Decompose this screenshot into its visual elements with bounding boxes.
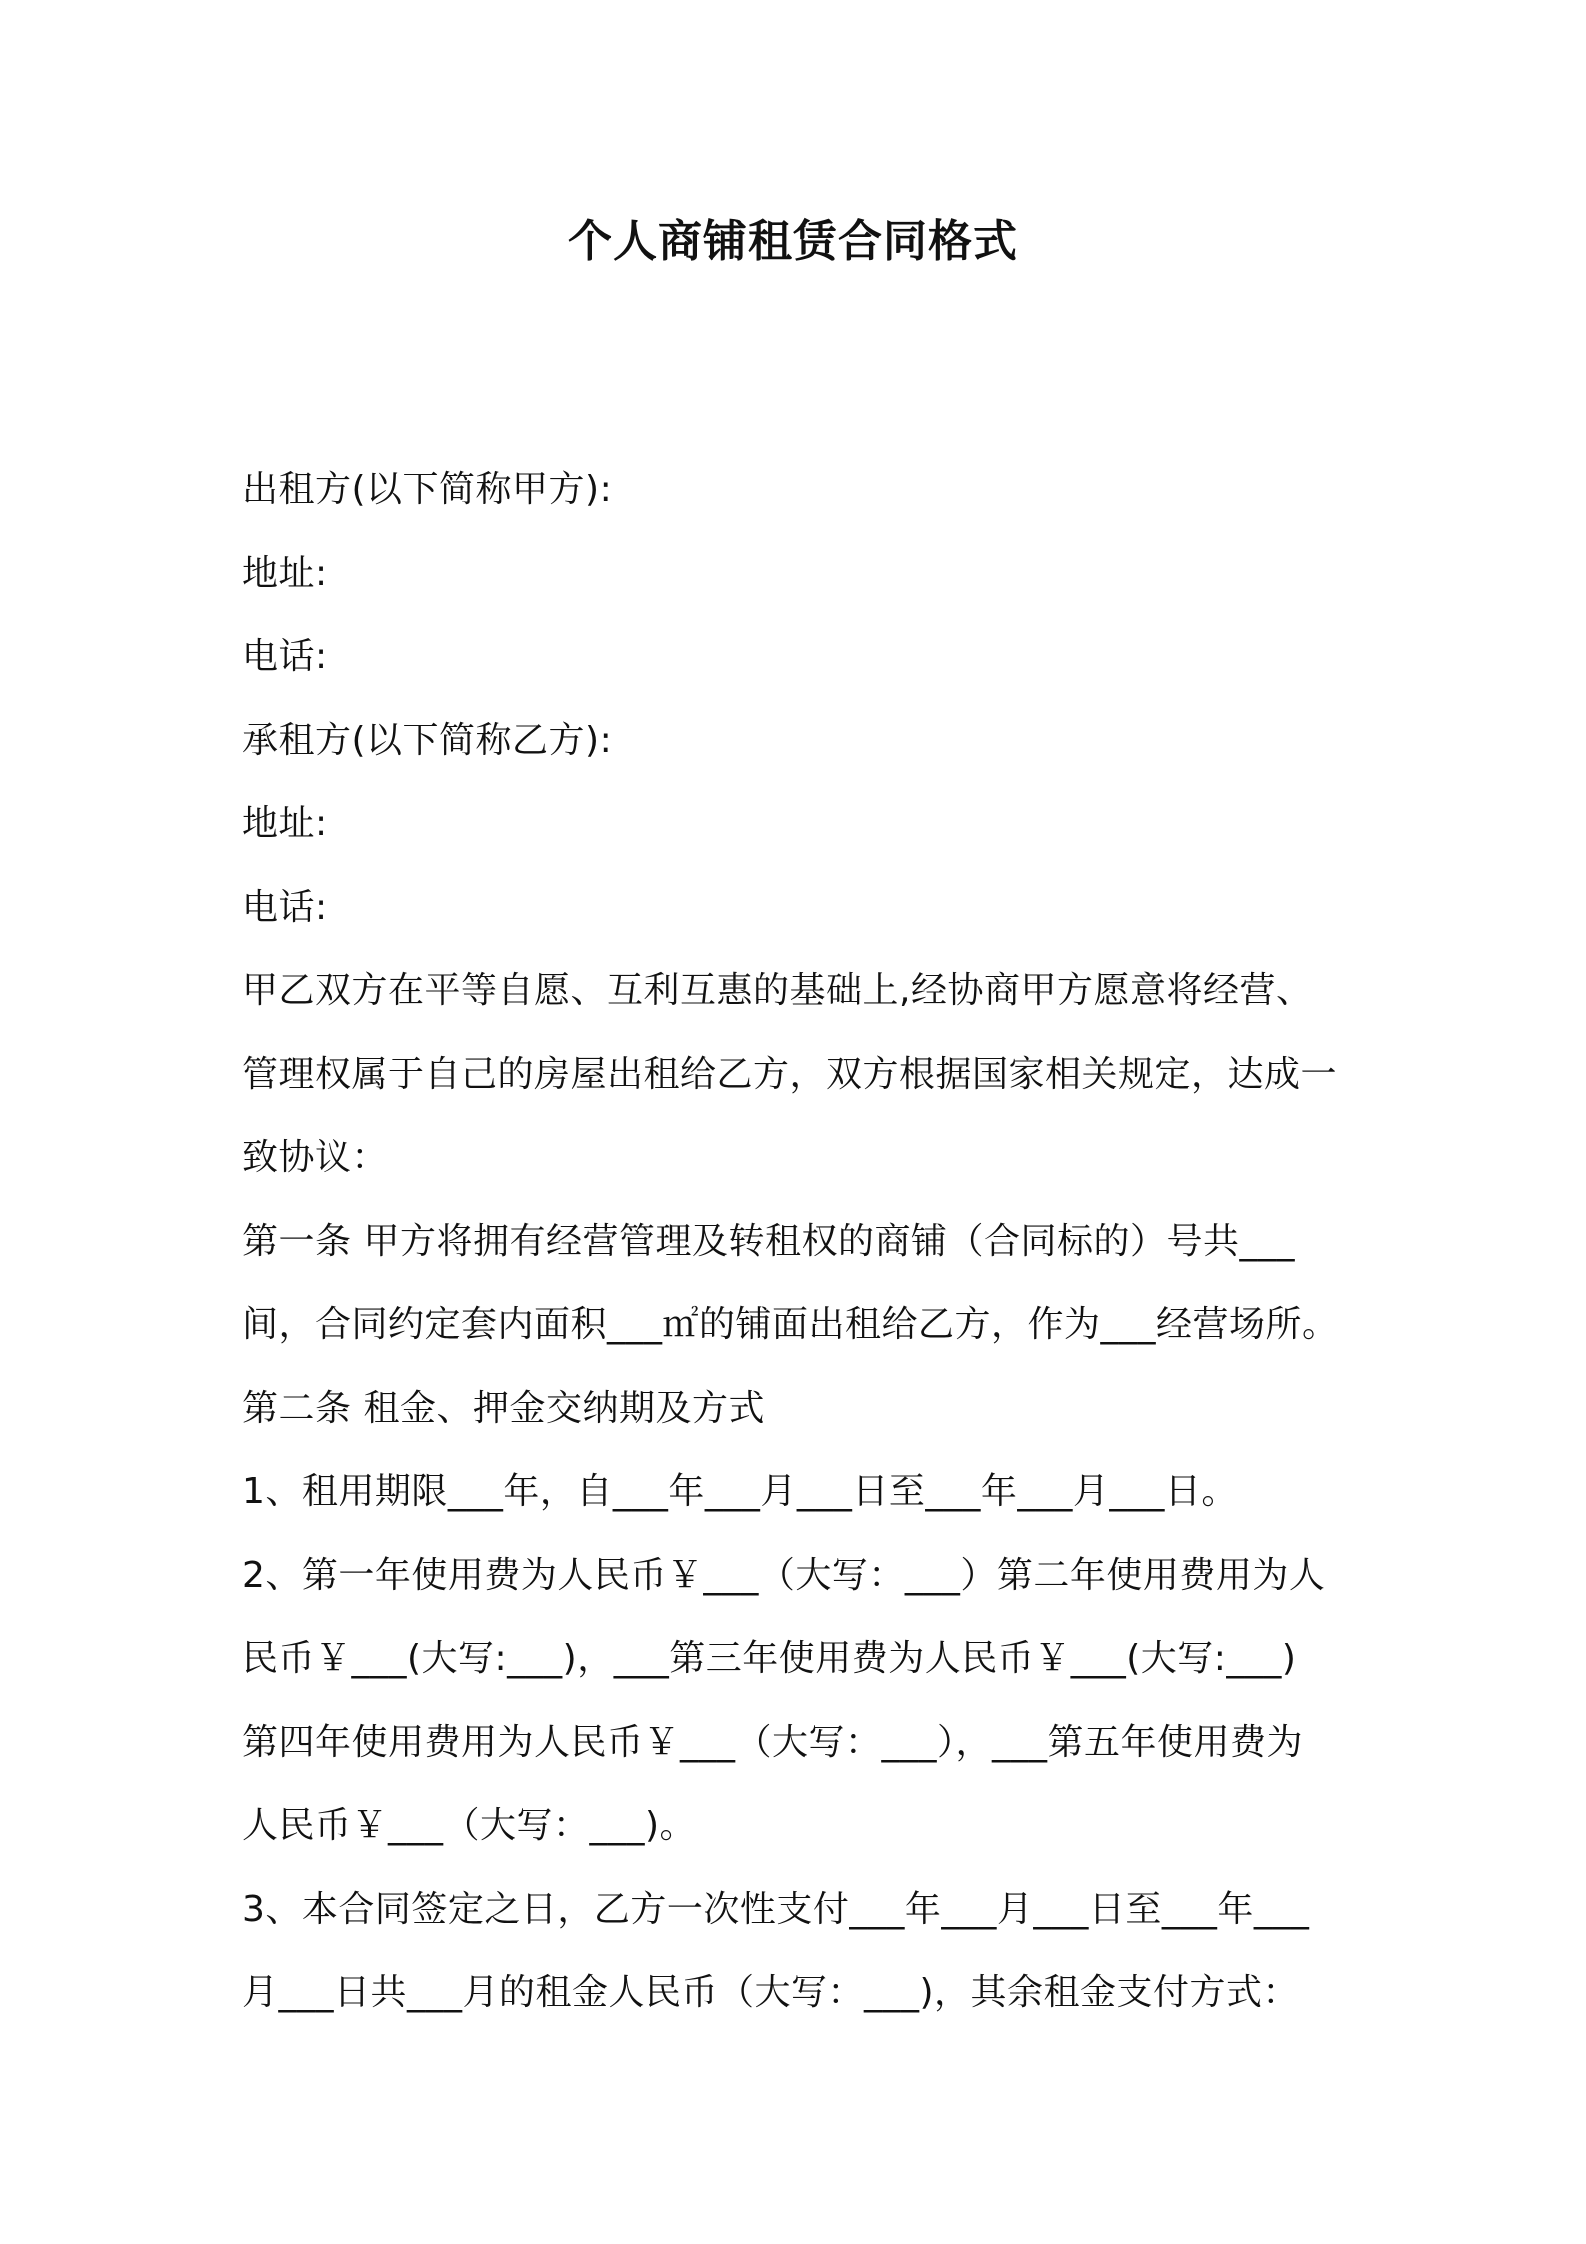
preamble-line: 管理权属于自己的房屋出租给乙方，双方根据国家相关规定，达成一 (242, 1053, 1338, 1095)
clause-line: 第四年使用费用为人民币￥___（大写：___），___第五年使用费为 (242, 1721, 1304, 1763)
lessor-phone-label: 电话: (242, 636, 328, 677)
article-one-line: 间，合同约定套内面积___㎡的铺面出租给乙方，作为___经营场所。 (242, 1304, 1339, 1345)
clause-line: 3、本合同签定之日，乙方一次性支付___年___月___日至___年___ (242, 1888, 1310, 1930)
lessee-phone-label: 电话: (242, 886, 328, 928)
document-title: 个人商铺租赁合同格式 (568, 216, 1018, 267)
clause-line: 人民币￥___（大写：___)。 (242, 1805, 697, 1846)
clause-line: 月___日共___月的租金人民币（大写：___)，其余租金支付方式： (242, 1972, 1300, 2013)
article-two-heading: 第二条 租金、押金交纳期及方式 (242, 1387, 765, 1429)
preamble-line: 甲乙双方在平等自愿、互利互惠的基础上,经协商甲方愿意将经营、 (242, 970, 1313, 1011)
lessor-address-label: 地址: (242, 552, 328, 594)
lessee-label: 承租方(以下简称乙方): (242, 719, 613, 761)
clause-line: 2、第一年使用费为人民币￥___（大写：___）第二年使用费用为人 (242, 1554, 1326, 1596)
preamble-line: 致协议： (242, 1137, 389, 1178)
document-body (242, 448, 1362, 2035)
clause-line: 民币￥___(大写:___)，___第三年使用费为人民币￥___(大写:___) (242, 1638, 1297, 1679)
clause-line: 1、租用期限___年，自___年___月___日至___年___月___日。 (242, 1471, 1238, 1512)
lessor-label: 出租方(以下简称甲方): (242, 469, 613, 510)
article-one-line: 第一条 甲方将拥有经营管理及转租权的商铺（合同标的）号共___ (242, 1220, 1295, 1262)
lessee-address-label: 地址: (242, 803, 328, 844)
